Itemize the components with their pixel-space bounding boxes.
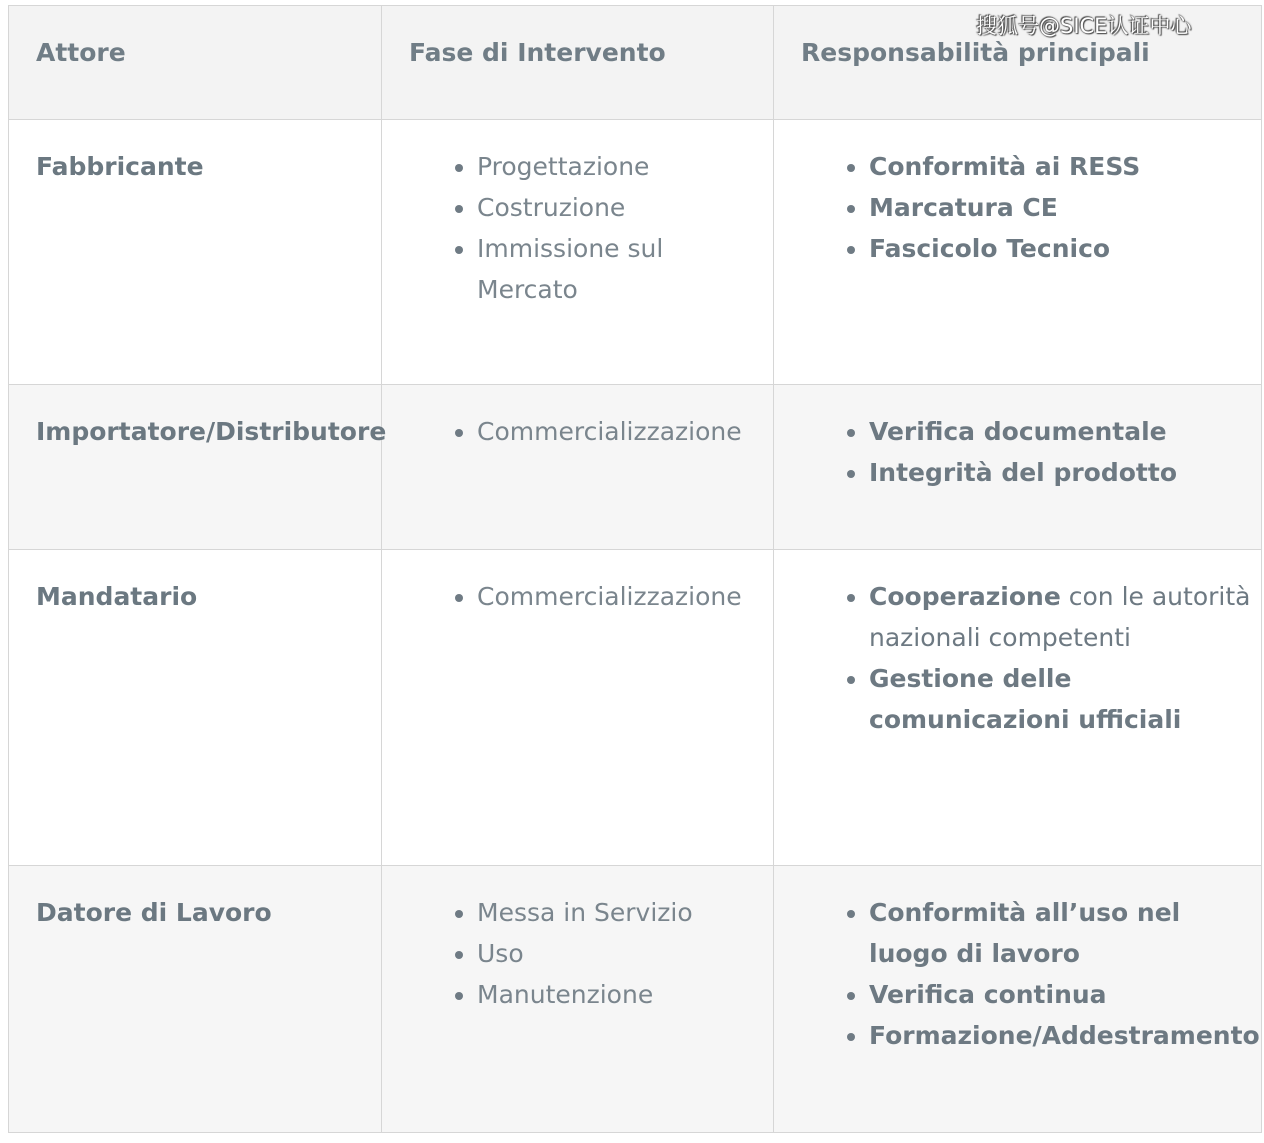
responsibility-item [869,576,1261,658]
actor-name: Fabbricante [36,152,204,181]
actor-name: Mandatario [36,582,198,611]
responsibility-detail: con le autorità nazionali competenti [869,582,1251,652]
responsibility-item [869,187,1261,228]
header-label: Responsabilità principali [801,38,1150,67]
responsibility-strong: Fascicolo Tecnico [869,234,1111,263]
responsibility-item [869,146,1261,187]
header-cell-actor [9,6,382,120]
watermark-text: 搜狐号@SICE认证中心 [976,14,1192,38]
responsibility-strong: Verifica continua [869,980,1107,1009]
responsibility-list [774,120,1261,269]
responsibility-item [869,892,1261,974]
responsibility-cell [774,120,1262,385]
phase-item: • Uso [477,933,773,974]
responsibility-strong: Marcatura CE [869,193,1058,222]
responsibility-strong: Conformità all’uso nel luogo di lavoro [869,898,1181,968]
responsibility-item [869,974,1261,1015]
responsibility-item [869,1015,1261,1056]
actor-cell [9,550,382,866]
phase-item: • Messa in Servizio [477,892,773,933]
phase-cell [382,866,774,1133]
phase-item: • Immissione sul Mercato [477,228,773,310]
actor-name: Importatore/Distributore [36,417,387,446]
responsibility-strong: Integrità del prodotto [869,458,1177,487]
responsibility-strong: Formazione/Addestramento [869,1021,1260,1050]
phase-list [382,385,773,452]
actor-cell [9,385,387,550]
phase-cell [382,550,774,866]
header-cell-phase [382,6,774,120]
header-label: Attore [36,38,126,67]
phase-cell [382,120,774,385]
phase-cell [382,385,774,550]
phase-item: • Commercializzazione [477,411,773,452]
responsibility-strong: Conformità ai RESS [869,152,1141,181]
phase-list [382,866,773,1015]
phase-list [382,550,773,617]
actor-cell [9,120,382,385]
phase-item: • Costruzione [477,187,773,228]
phase-item: • Commercializzazione [477,576,773,617]
responsibility-table [8,5,1262,1133]
responsibility-list [774,385,1261,493]
actor-cell [9,866,382,1133]
responsibility-list [774,550,1261,740]
responsibility-item [869,228,1261,269]
responsibility-list [774,866,1261,1056]
table-row [9,120,1262,385]
responsibility-strong: Verifica documentale [869,417,1167,446]
responsibility-strong: Cooperazione [869,582,1061,611]
responsibility-cell [774,550,1262,866]
responsibility-item [869,411,1261,452]
table-row [9,385,1262,550]
responsibility-cell [774,866,1262,1133]
responsibility-cell [774,385,1262,550]
phase-item: • Progettazione [477,146,773,187]
header-label: Fase di Intervento [409,38,666,67]
table-row [9,866,1262,1133]
table-row [9,550,1262,866]
responsibility-item [869,658,1261,740]
actor-name: Datore di Lavoro [36,898,272,927]
responsibility-strong: Gestione delle comunicazioni ufficiali [869,664,1182,734]
responsibility-item [869,452,1261,493]
phase-list [382,120,773,310]
phase-item: • Manutenzione [477,974,773,1015]
